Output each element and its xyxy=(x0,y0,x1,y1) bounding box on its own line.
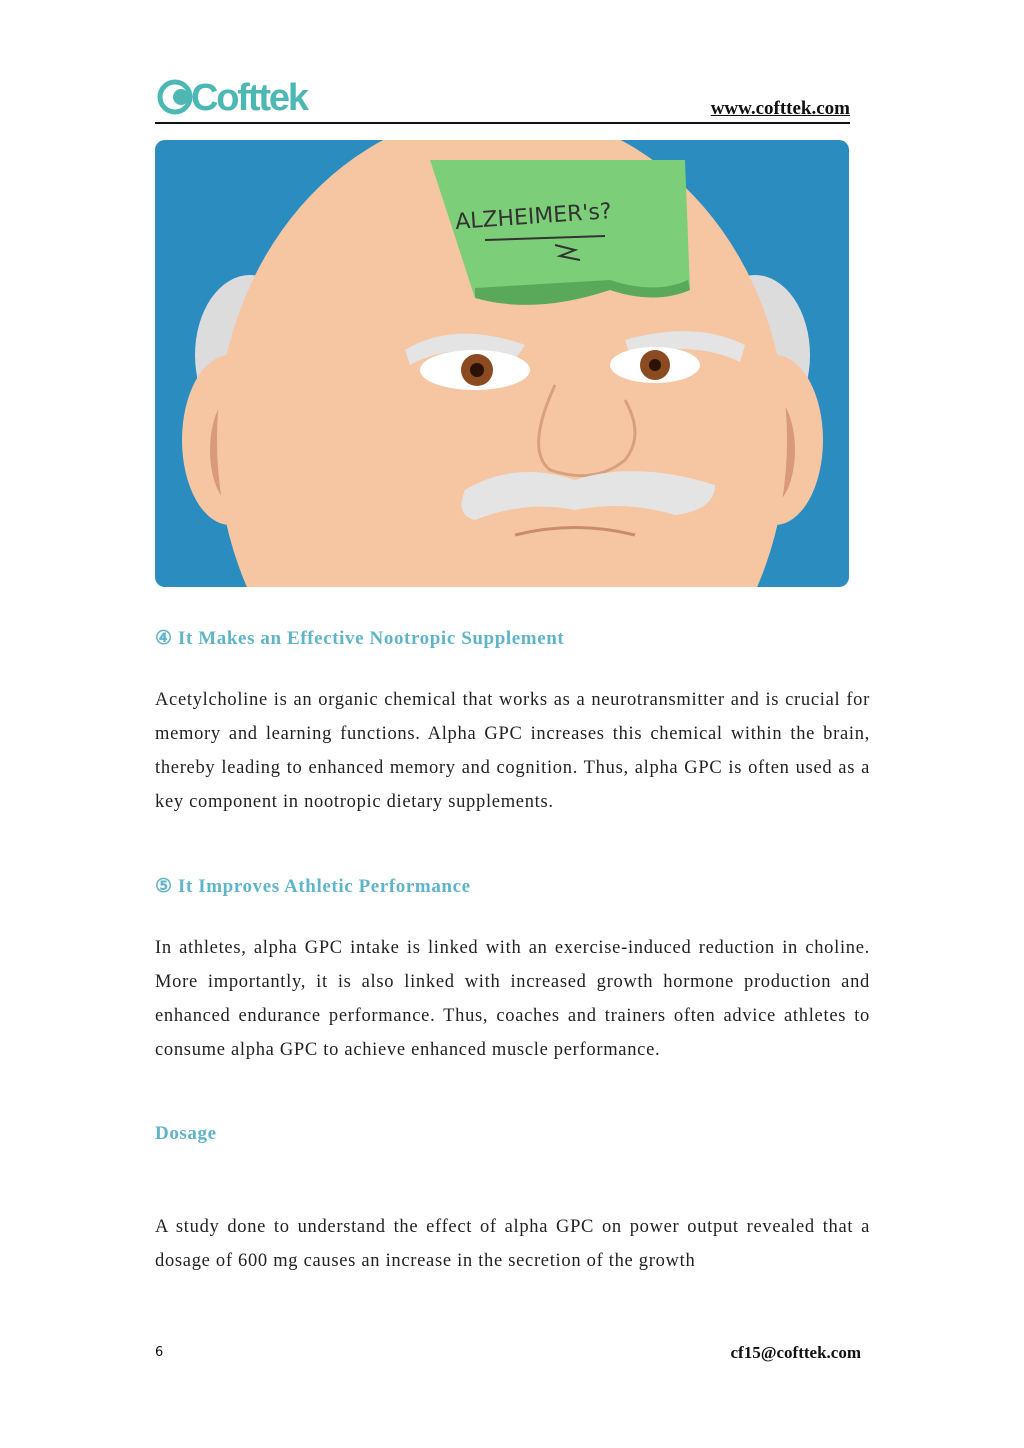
section-heading-athletic: ⑤ It Improves Athletic Performance xyxy=(155,876,471,897)
alzheimers-illustration xyxy=(155,140,849,587)
old-man-illustration xyxy=(155,140,849,587)
section-body-dosage: A study done to understand the effect of alpha GPC on power output revealed that a dosage of 600 mg causes an increase in the secretion of the growth xyxy=(155,1217,870,1271)
footer-email[interactable]: cf15@cofttek.com xyxy=(730,1343,861,1362)
site-url-link[interactable]: www.cofttek.com xyxy=(710,98,850,119)
svg-text:ALZHEIMER's?: ALZHEIMER's? xyxy=(454,199,613,235)
page-number: 6 xyxy=(155,1345,164,1360)
section-heading-nootropic: ④ It Makes an Effective Nootropic Supplement xyxy=(155,628,565,649)
svg-text:Cofttek: Cofttek xyxy=(191,77,309,118)
page-header xyxy=(155,70,850,124)
section-body-athletic: In athletes, alpha GPC intake is linked with an exercise-induced reduction in choline. More importantly, it is also linked with increased growth hormone production and enhanced endurance performance. Thus, coaches and trainers often advice athletes to consume alpha GPC to achieve enhanced muscle performance. xyxy=(155,938,870,1060)
cofttek-logo xyxy=(155,72,315,118)
section-heading-dosage: Dosage xyxy=(155,1123,217,1144)
section-body-nootropic: Acetylcholine is an organic chemical that works as a neurotransmitter and is crucial for memory and learning functions. Alpha GPC increases this chemical within the brain, thereby leading to enhanced memory and cognition. Thus, alpha GPC is often used as a key component in nootropic dietary supplements. xyxy=(155,690,870,812)
